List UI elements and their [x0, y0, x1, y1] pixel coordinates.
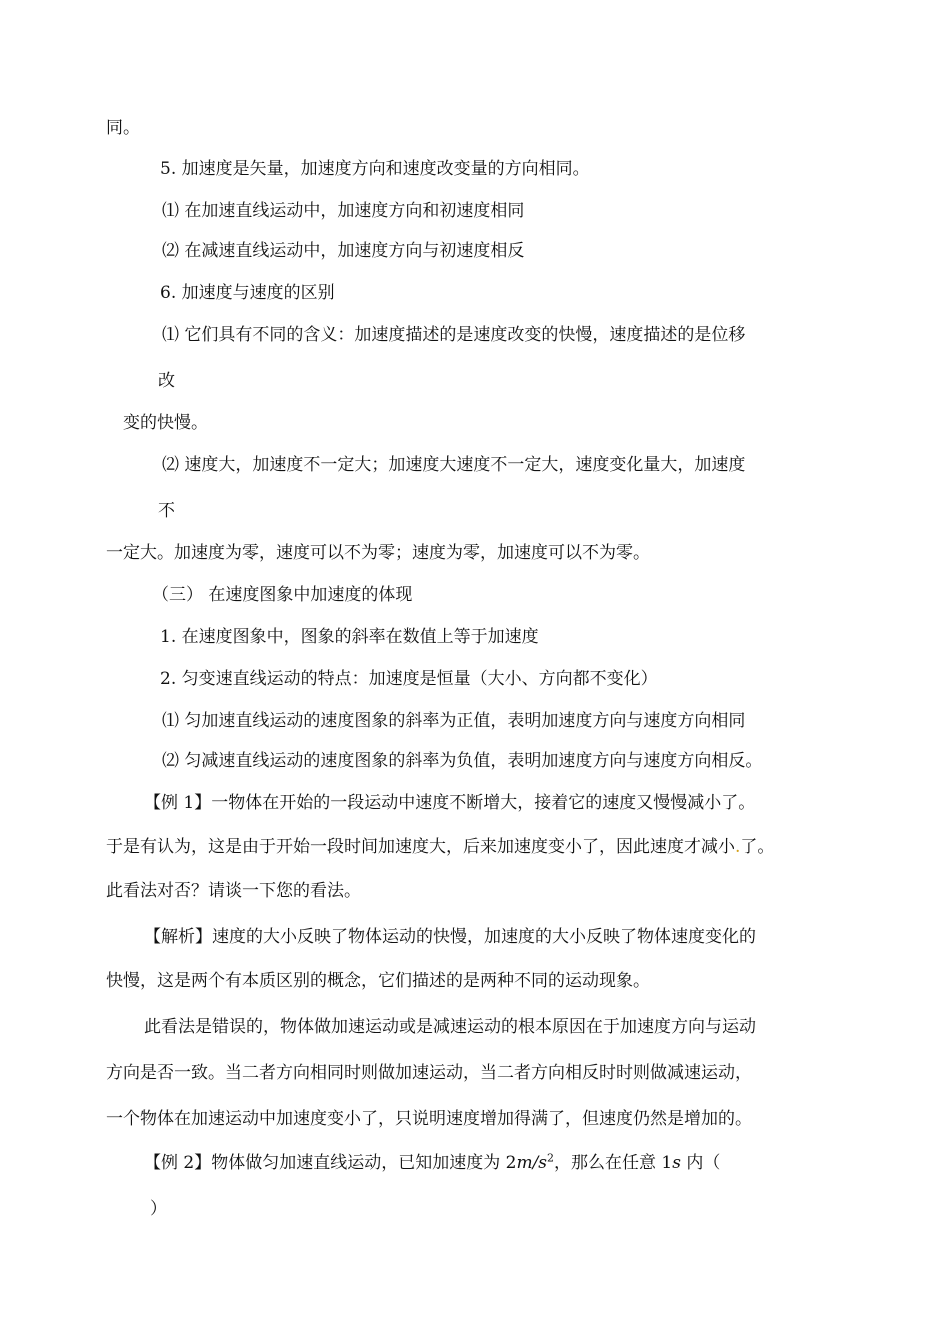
- text-line: ⑴ 匀加速直线运动的速度图象的斜率为正值，表明加速度方向与速度方向相同: [162, 711, 746, 731]
- text-line: ⑴ 在加速直线运动中，加速度方向和初速度相同: [162, 201, 525, 221]
- text-line: 6. 加速度与速度的区别: [160, 283, 335, 303]
- text-line: 快慢，这是两个有本质区别的概念，它们描述的是两种不同的运动现象。: [106, 971, 650, 991]
- text-line: ⑵ 速度大，加速度不一定大；加速度大速度不一定大，速度变化量大，加速度: [162, 455, 746, 475]
- text-line: 改: [158, 371, 175, 391]
- unit-exponent: 2: [547, 1151, 555, 1165]
- text-line: 此看法是错误的，物体做加速运动或是减速运动的根本原因在于加速度方向与运动: [144, 1017, 756, 1037]
- unit-text: s: [672, 1153, 681, 1173]
- dot-mark: .: [735, 837, 741, 857]
- text-line: 此看法对否？请谈一下您的看法。: [106, 881, 361, 901]
- text-line: 变的快慢。: [123, 413, 208, 433]
- text-line: 于是有认为，这是由于开始一段时间加速度大，后来加速度变小了，因此速度才减小.了。: [106, 837, 775, 857]
- text-line: 一个物体在加速运动中加速度变小了，只说明速度增加得满了，但速度仍然是增加的。: [106, 1109, 752, 1129]
- text-line: ⑵ 在减速直线运动中，加速度方向与初速度相反: [162, 241, 525, 261]
- text-line: 2. 匀变速直线运动的特点：加速度是恒量（大小、方向都不变化）: [160, 669, 658, 689]
- example-2-text: 【例 2】物体做匀加速直线运动，已知加速度为 $2m/s^2$，那么在任意 1s 内（: [144, 1151, 721, 1173]
- text-line: 不: [158, 501, 175, 521]
- text-line: ⑵ 匀减速直线运动的速度图象的斜率为负值，表明加速度方向与速度方向相反。: [162, 751, 763, 771]
- text-line: 一定大。加速度为零，速度可以不为零；速度为零，加速度可以不为零。: [106, 543, 650, 563]
- text-line: 1. 在速度图象中，图象的斜率在数值上等于加速度: [160, 627, 539, 647]
- analysis-text: 【解析】速度的大小反映了物体运动的快慢，加速度的大小反映了物体速度变化的: [144, 927, 756, 947]
- text-line: 同。: [106, 118, 140, 138]
- text-line: ）: [150, 1199, 167, 1219]
- text-line: ⑴ 它们具有不同的含义：加速度描述的是速度改变的快慢，速度描述的是位移: [162, 325, 746, 345]
- example-1-text: 【例 1】一物体在开始的一段运动中速度不断增大，接着它的速度又慢慢减小了。: [144, 793, 756, 813]
- unit-text: m/s: [516, 1153, 548, 1173]
- section-heading: （三） 在速度图象中加速度的体现: [152, 585, 413, 605]
- text-line: 5. 加速度是矢量，加速度方向和速度改变量的方向相同。: [160, 159, 590, 179]
- text-line: 方向是否一致。当二者方向相同时则做加速运动，当二者方向相反时时则做减速运动，: [106, 1063, 752, 1083]
